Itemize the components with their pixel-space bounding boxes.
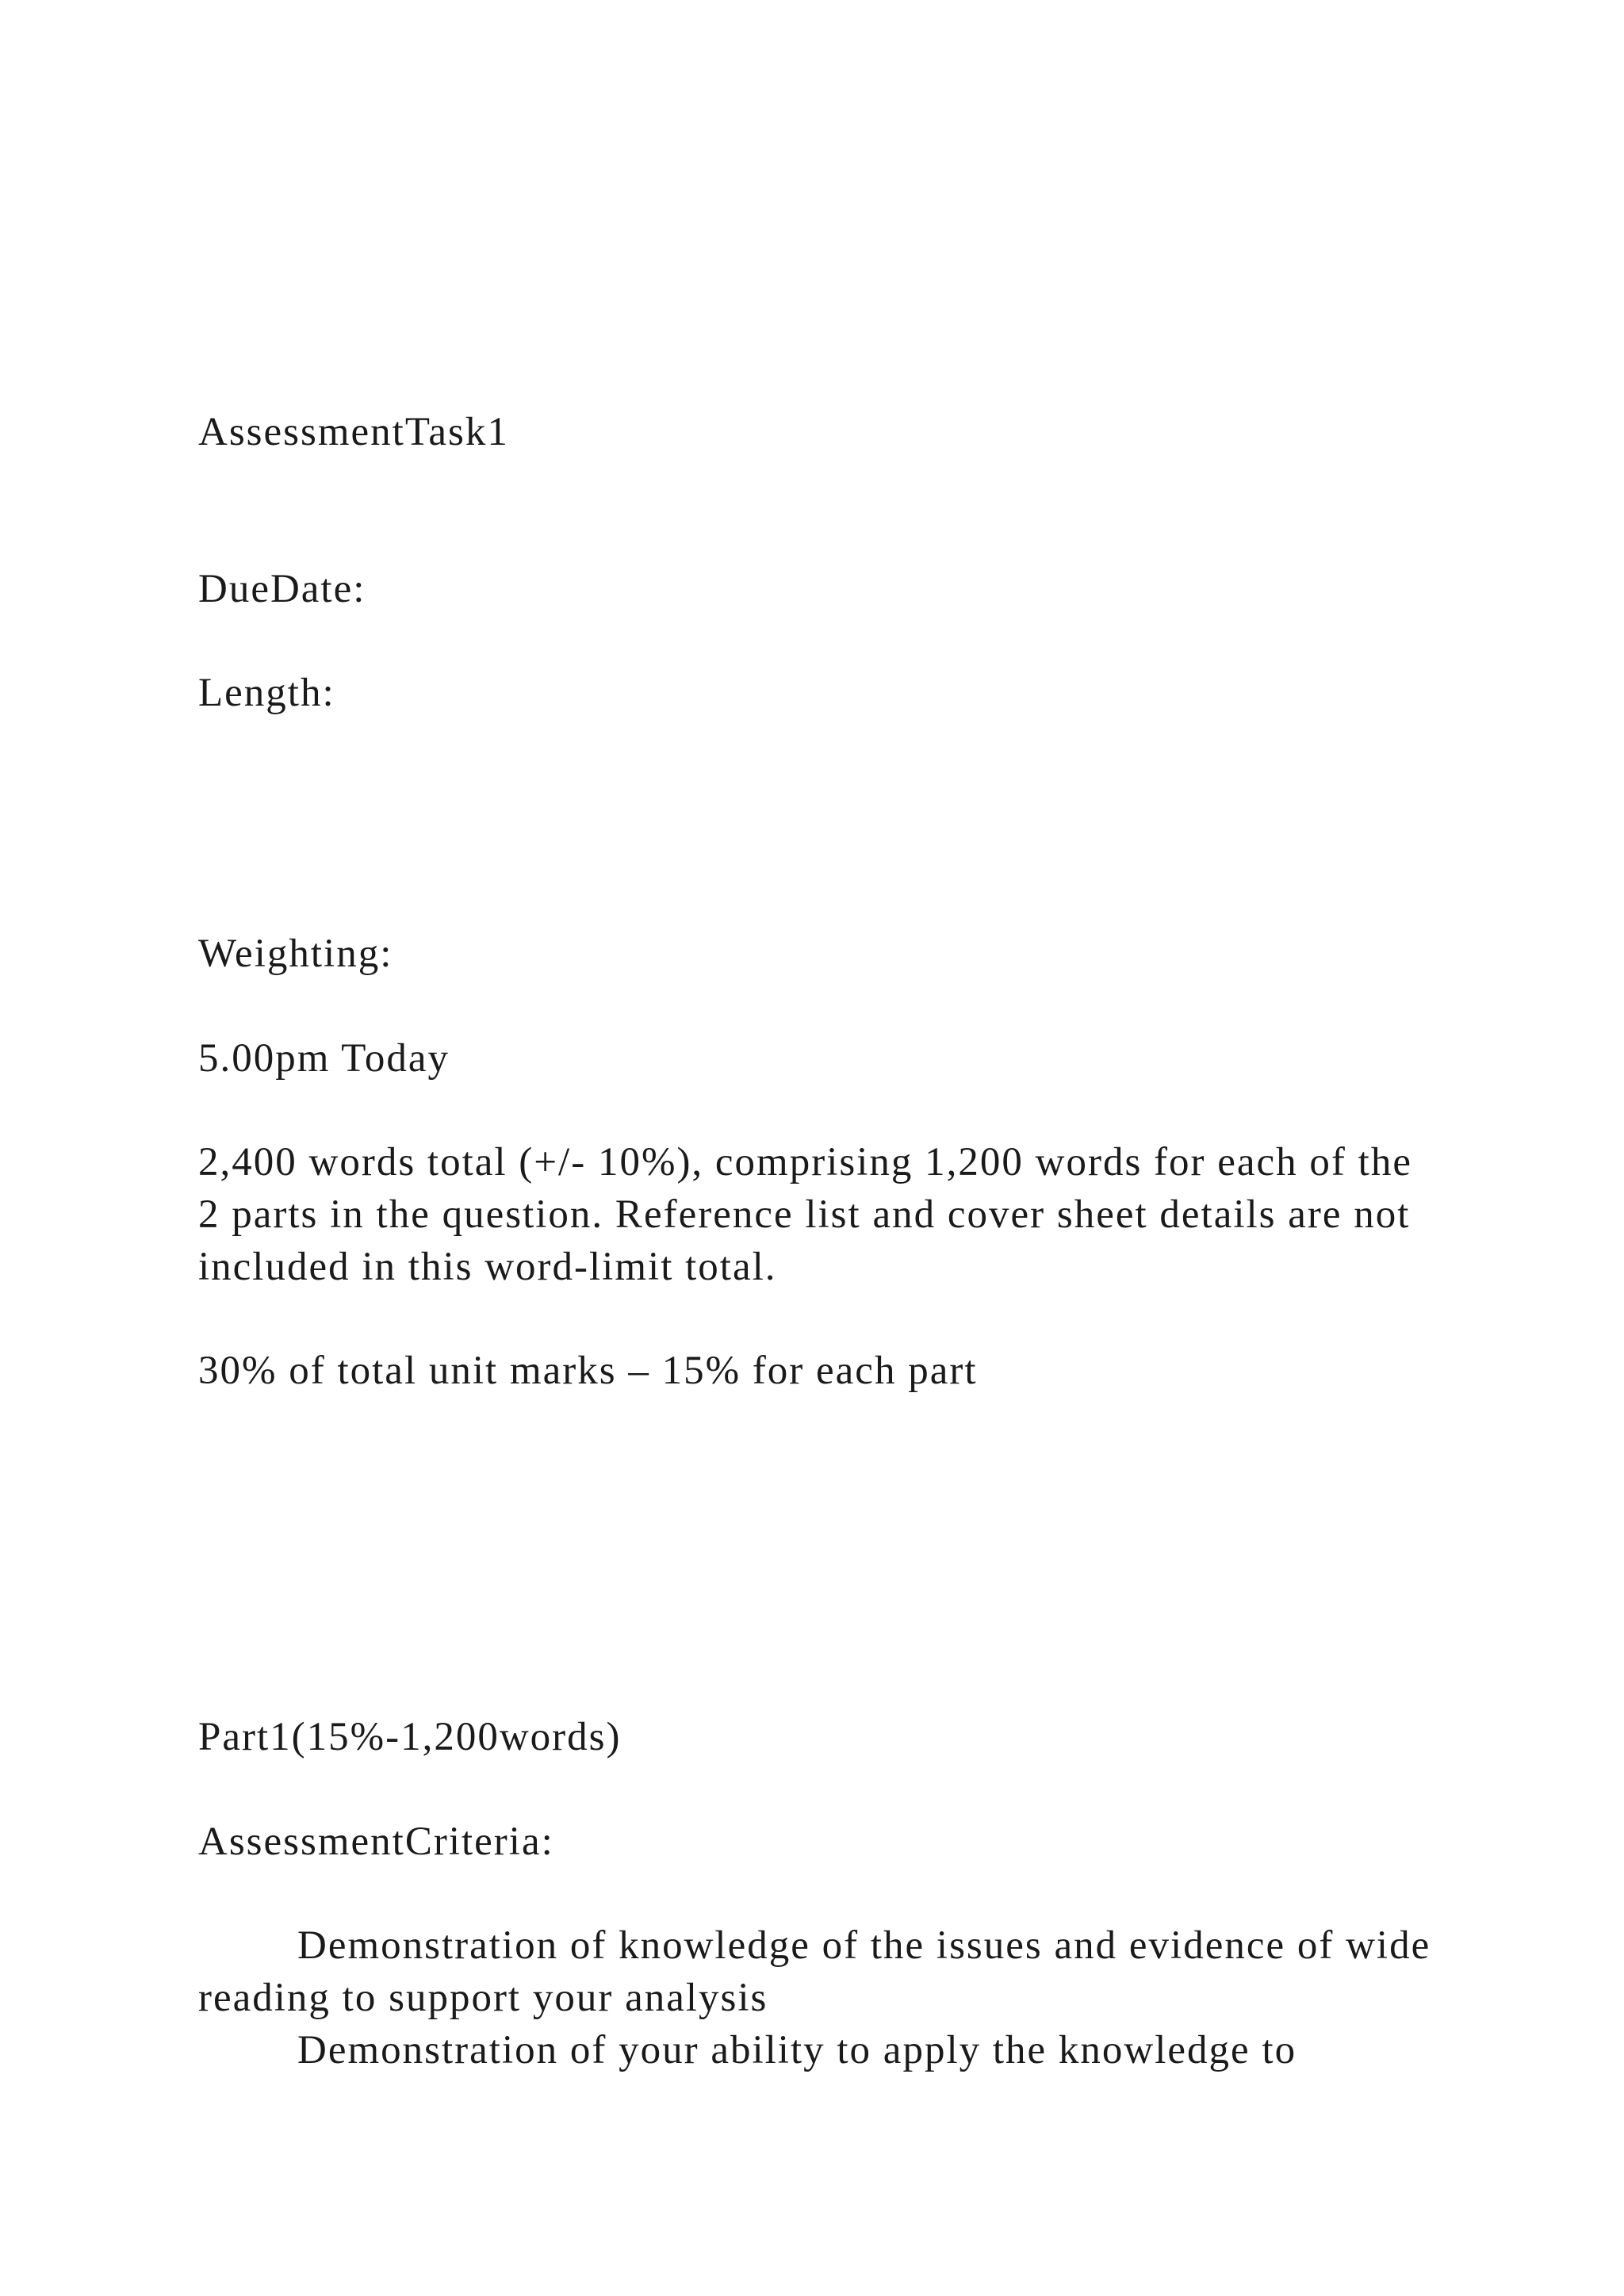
criteria-item: Demonstration of knowledge of the issues and evidence of wide reading to support your analysis (198, 1923, 1431, 2020)
due-date-value: 5.00pm Today (198, 1036, 450, 1081)
weighting-value: 30% of total unit marks – 15% for each part (198, 1349, 978, 1393)
length-label: Length: (198, 671, 335, 715)
due-date-label: DueDate: (198, 567, 366, 611)
document-title: AssessmentTask1 (198, 410, 509, 454)
length-value: 2,400 words total (+/- 10%), comprising 1,200 words for each of the 2 parts in the question. Reference list and cover sheet details are not included in this word-limit total. (198, 1140, 1412, 1289)
part1-heading: Part1(15%-1,200words) (198, 1715, 622, 1759)
criteria-heading: AssessmentCriteria: (198, 1820, 554, 1864)
criteria-item: Demonstration of your ability to apply the knowledge to (297, 2028, 1297, 2072)
weighting-label: Weighting: (198, 932, 393, 976)
